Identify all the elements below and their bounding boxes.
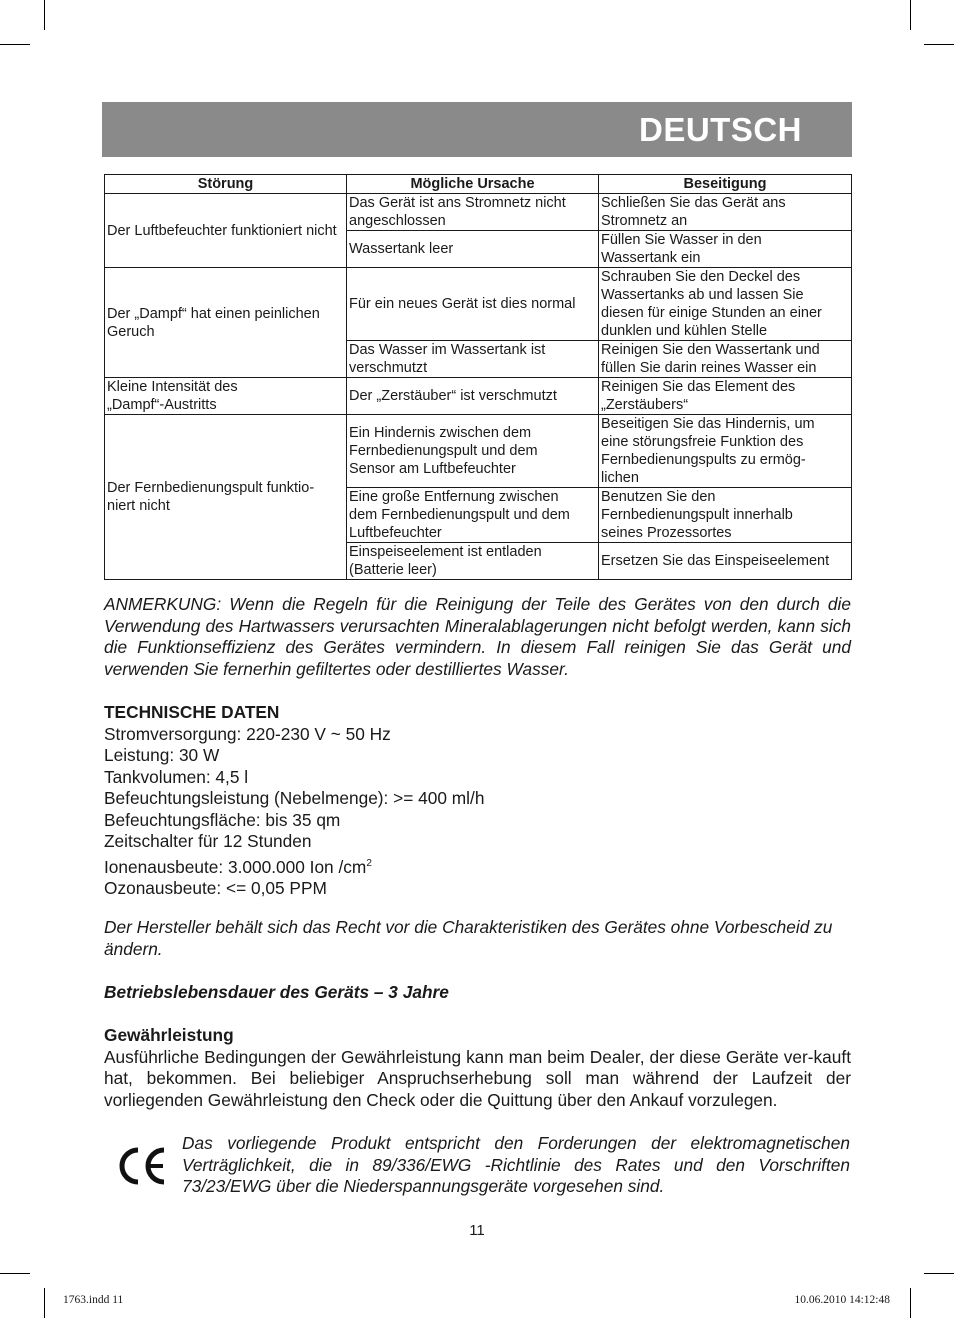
cause-cell: Für ein neues Gerät ist dies normal xyxy=(347,268,599,341)
technical-data-heading: TECHNISCHE DATEN xyxy=(104,702,280,722)
spec-line-ions xyxy=(104,853,851,878)
table-row xyxy=(105,194,852,231)
table-row xyxy=(105,415,852,488)
language-title: DEUTSCH xyxy=(638,111,802,148)
ce-mark-icon xyxy=(116,1146,168,1186)
crop-mark xyxy=(0,1273,30,1274)
spec-line: Befeuchtungsfläche: bis 35 qm xyxy=(104,809,341,830)
column-header: Mögliche Ursache xyxy=(347,175,599,194)
troubleshooting-table xyxy=(104,174,852,580)
crop-mark xyxy=(44,1288,45,1318)
fix-cell: Beseitigen Sie das Hindernis, um eine störungsfreie Funktion des Fernbedienungspults zu ermög- lichen xyxy=(599,415,852,488)
cause-cell: Das Gerät ist ans Stromnetz nicht angeschlossen xyxy=(347,194,599,231)
spec-line: Stromversorgung: 220-230 V ~ 50 Hz xyxy=(104,723,391,744)
cause-cell: Das Wasser im Wassertank ist verschmutzt xyxy=(347,341,599,378)
crop-mark xyxy=(0,44,30,45)
warranty-section xyxy=(104,1025,851,1111)
cleaning-note: ANMERKUNG: Wenn die Regeln für die Reinigung der Teile des Gerätes von den durch die Verwendung des Hartwassers verursachten Mineralablagerungen nicht befolgt werden, kann sich die Funktionseffizienz des Gerätes vermindern. In diesem Fall reinigen Sie das Gerät und verwenden Sie fernerhin gefiltertes oder destilliertes Wasser. xyxy=(104,594,851,679)
technical-data xyxy=(104,702,851,899)
cause-cell: Wassertank leer xyxy=(347,231,599,268)
manufacturer-note: Der Hersteller behält sich das Recht vor die Charakteristiken des Gerätes ohne Vorbescheid zu ändern. xyxy=(104,917,833,959)
spec-line: Leistung: 30 W xyxy=(104,745,220,765)
spec-line: Befeuchtungsleistung (Nebelmenge): >= 400 ml/h xyxy=(104,788,485,808)
cause-cell: Der „Zerstäuber“ ist verschmutzt xyxy=(347,378,599,415)
fix-cell: Reinigen Sie den Wassertank und füllen Sie darin reines Wasser ein xyxy=(599,341,852,378)
problem-cell: Der Luftbefeuchter funktioniert nicht xyxy=(105,194,347,268)
ce-conformity-text: Das vorliegende Produkt entspricht den Forderungen der elektromagnetischen Verträglichkeit, die in 89/336/EWG -Richtlinie des Rates und den Vorschriften 73/23/EWG über die Niederspannungsgeräte vorgesehen sind. xyxy=(182,1133,850,1196)
footer-file: 1763.indd 11 xyxy=(63,1294,124,1306)
crop-mark xyxy=(44,0,45,30)
fix-cell: Schließen Sie das Gerät ans Stromnetz an xyxy=(599,194,852,231)
fix-cell: Schrauben Sie den Deckel des Wassertanks ab und lassen Sie diesen für einige Stunden an einer dunklen und kühlen Stelle xyxy=(599,268,852,341)
problem-cell: Der Fernbedienungspult funktio- niert nicht xyxy=(105,415,347,580)
column-header: Störung xyxy=(105,175,347,194)
fix-cell: Reinigen Sie das Element des „Zerstäubers“ xyxy=(599,378,852,415)
spec-line: Zeitschalter für 12 Stunden xyxy=(104,831,312,851)
warranty-heading: Gewährleistung xyxy=(104,1025,234,1045)
crop-mark xyxy=(924,1273,954,1274)
crop-mark xyxy=(910,1288,911,1318)
ion-text: Ionenausbeute: 3.000.000 Ion /cm xyxy=(104,856,367,877)
page-number: 11 xyxy=(469,1222,485,1239)
spec-line: Tankvolumen: 4,5 l xyxy=(104,766,249,787)
fix-cell: Füllen Sie Wasser in den Wassertank ein xyxy=(599,231,852,268)
table-row xyxy=(105,268,852,341)
service-life: Betriebslebensdauer des Geräts – 3 Jahre xyxy=(104,982,449,1002)
cause-cell: Ein Hindernis zwischen dem Fernbedienungspult und dem Sensor am Luftbefeuchter xyxy=(347,415,599,488)
table-header-row xyxy=(105,175,852,194)
spec-line: Ozonausbeute: <= 0,05 PPM xyxy=(104,877,327,898)
cause-cell: Einspeiseelement ist entladen (Batterie leer) xyxy=(347,543,599,580)
problem-cell: Der „Dampf“ hat einen peinlichen Geruch xyxy=(105,268,347,378)
crop-mark xyxy=(924,44,954,45)
crop-mark xyxy=(910,0,911,30)
fix-cell: Benutzen Sie den Fernbedienungspult innerhalb seines Prozessortes xyxy=(599,488,852,543)
problem-cell: Kleine Intensität des „Dampf“-Austritts xyxy=(105,378,347,415)
footer-datetime: 10.06.2010 14:12:48 xyxy=(794,1294,890,1306)
warranty-text: Ausführliche Bedingungen der Gewährleistung kann man beim Dealer, der diese Geräte ver-kauft hat, bekommen. Bei beliebiger Anspruchserhebung soll man während der Laufzeit der vorliegenden Gewährleistung den Check oder die Quittung über den Ankauf vorzulegen. xyxy=(104,1046,851,1110)
fix-cell: Ersetzen Sie das Einspeiseelement xyxy=(599,543,852,580)
language-header xyxy=(102,102,852,157)
ion-superscript: 2 xyxy=(366,857,372,869)
column-header: Beseitigung xyxy=(599,175,852,194)
table-row xyxy=(105,378,852,415)
cause-cell: Eine große Entfernung zwischen dem Fernbedienungspult und dem Luftbefeuchter xyxy=(347,488,599,543)
